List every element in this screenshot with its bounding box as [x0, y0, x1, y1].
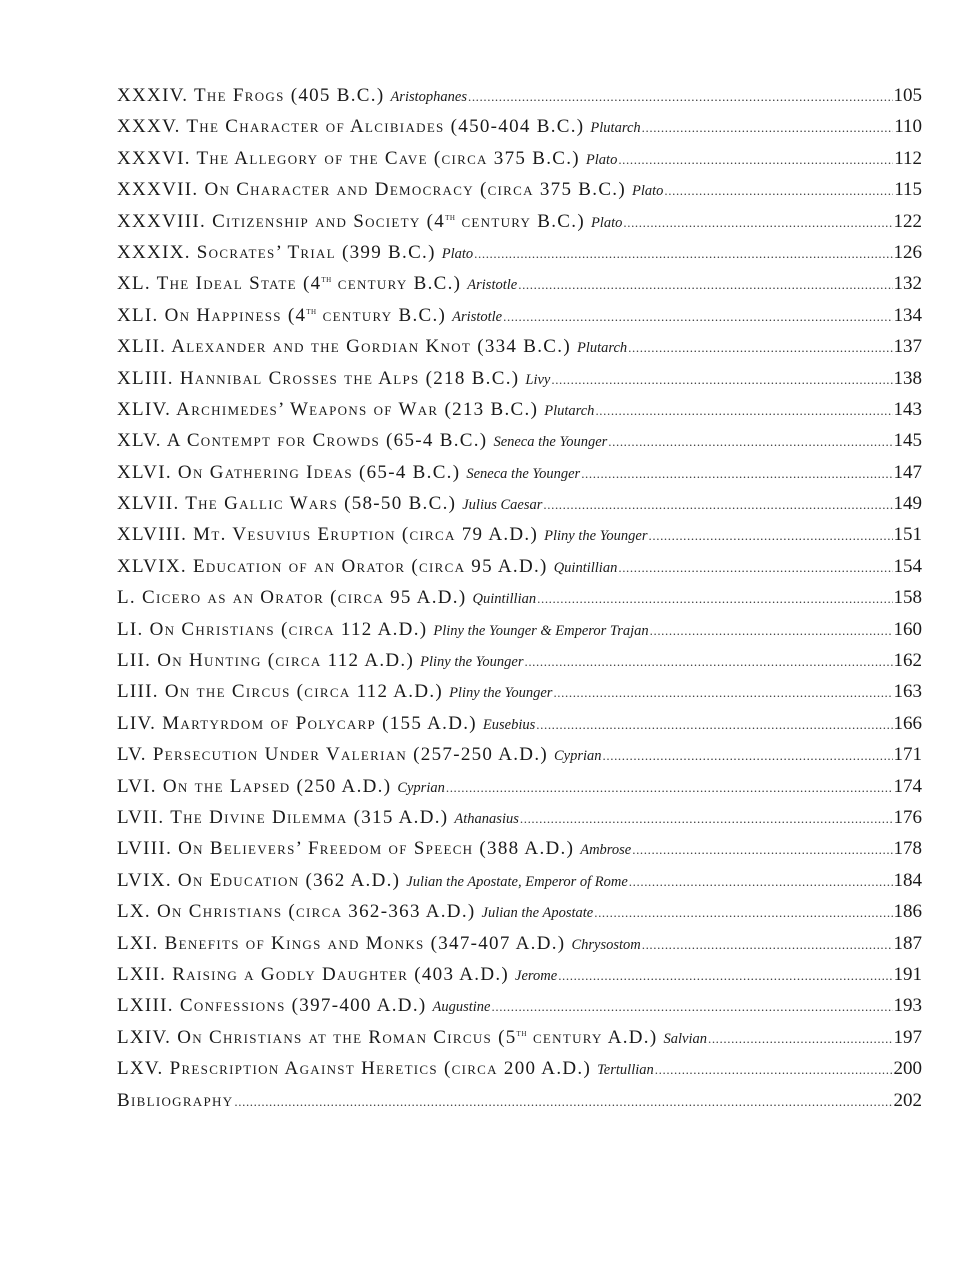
toc-entry-title: LVIII. On Believers’ Freedom of Speech (388 A.D.)	[117, 838, 575, 860]
toc-entry[interactable]	[117, 179, 922, 210]
toc-entry-author: Julius Caesar	[462, 497, 543, 514]
toc-entry-title: LIII. On the Circus (circa 112 A.D.)	[117, 681, 444, 703]
toc-entry-title: XXXVII. On Character and Democracy (circa 375 B.C.)	[117, 179, 626, 201]
toc-entry-page-number: 126	[893, 241, 922, 263]
toc-entry-author: Pliny the Younger	[449, 685, 553, 702]
toc-entry[interactable]	[117, 399, 922, 430]
toc-entry-title: LI. On Christians (circa 112 A.D.)	[117, 618, 428, 640]
toc-entry-author: Pliny the Younger	[544, 528, 648, 545]
toc-entry-title: LXIII. Confessions (397-400 A.D.)	[117, 995, 427, 1017]
toc-entry-author: Plutarch	[590, 120, 641, 137]
toc-entry-author: Seneca the Younger	[466, 465, 581, 482]
toc-entry-page-number: 112	[894, 147, 922, 169]
dot-leader	[664, 183, 893, 199]
toc-entry[interactable]	[117, 493, 922, 524]
dot-leader	[655, 1062, 893, 1078]
toc-entry[interactable]	[117, 116, 922, 147]
toc-entry-page-number: 138	[893, 367, 922, 389]
toc-entry[interactable]	[117, 336, 922, 367]
toc-entry[interactable]	[117, 1090, 922, 1121]
toc-entry-author: Plutarch	[544, 402, 595, 419]
toc-entry-title-part: LXIV. On Christians at the Roman Circus (5	[117, 1026, 517, 1048]
dot-leader	[632, 842, 892, 858]
toc-entry-title: LV. Persecution Under Valerian (257-250 A.D.)	[117, 744, 548, 766]
toc-entry-title	[117, 211, 585, 233]
toc-entry-title: LIV. Martyrdom of Polycarp (155 A.D.)	[117, 712, 477, 734]
dot-leader	[474, 246, 892, 262]
toc-entry-page-number: 105	[893, 85, 922, 106]
toc-entry-page-number: 186	[893, 901, 922, 923]
toc-entry-author: Salvian	[663, 1030, 707, 1047]
toc-entry-page-number: 171	[893, 744, 922, 766]
toc-entry[interactable]	[117, 524, 922, 555]
toc-entry[interactable]	[117, 211, 922, 242]
toc-entry[interactable]	[117, 368, 922, 399]
toc-entry[interactable]	[117, 1058, 922, 1089]
dot-leader	[558, 968, 892, 984]
toc-entry-author: Aristophanes	[390, 89, 467, 105]
dot-leader	[543, 497, 892, 513]
toc-entry-page-number: 200	[893, 1058, 922, 1080]
toc-entry[interactable]	[117, 619, 922, 650]
toc-entry-page-number: 193	[893, 995, 922, 1017]
toc-entry-page-number: 166	[893, 712, 922, 734]
toc-entry-author: Aristotle	[452, 308, 503, 325]
toc-entry[interactable]	[117, 870, 922, 901]
toc-entry-title: Bibliography	[117, 1089, 234, 1111]
toc-entry-author: Tertullian	[597, 1062, 654, 1079]
toc-entry-title: XLIII. Hannibal Crosses the Alps (218 B.C.)	[117, 367, 520, 389]
toc-entry[interactable]	[117, 556, 922, 587]
toc-entry-title	[117, 273, 461, 295]
toc-entry-title: XLVII. The Gallic Wars (58-50 B.C.)	[117, 493, 457, 515]
toc-entry-page-number: 174	[893, 775, 922, 797]
dot-leader	[603, 748, 893, 764]
toc-entry-title: LXV. Prescription Against Heretics (circa 200 A.D.)	[117, 1058, 592, 1080]
toc-entry-author: Seneca the Younger	[493, 434, 608, 451]
toc-entry-page-number: 134	[893, 304, 922, 326]
toc-entry-page-number: 202	[893, 1089, 922, 1111]
toc-entry-title-part: XL. The Ideal State (4	[117, 273, 322, 295]
dot-leader	[650, 623, 893, 639]
dot-leader	[524, 654, 892, 670]
toc-entry[interactable]	[117, 430, 922, 461]
ordinal-suffix: th	[516, 1027, 527, 1039]
ordinal-suffix: th	[321, 274, 332, 286]
toc-entry[interactable]	[117, 995, 922, 1026]
dot-leader	[608, 434, 892, 450]
dot-leader	[595, 403, 892, 419]
ordinal-suffix: th	[306, 305, 317, 317]
toc-entry[interactable]	[117, 587, 922, 618]
toc-entry-page-number: 110	[894, 116, 922, 138]
toc-entry-title: LX. On Christians (circa 362-363 A.D.)	[117, 901, 476, 923]
toc-entry-page-number: 137	[893, 336, 922, 358]
toc-entry-author: Plato	[590, 214, 623, 231]
toc-entry-title-part: century B.C.)	[316, 304, 447, 326]
dot-leader	[618, 152, 893, 168]
toc-entry-title: XLVI. On Gathering Ideas (65-4 B.C.)	[117, 461, 461, 483]
toc-entry-title-part: century A.D.)	[526, 1026, 658, 1048]
dot-leader	[642, 937, 893, 953]
toc-entry-author: Ambrose	[580, 842, 632, 859]
toc-entry-title: LXII. Raising a Godly Daughter (403 A.D.)	[117, 963, 510, 985]
toc-entry-title: XLVIII. Mt. Vesuvius Eruption (circa 79 A.D.)	[117, 524, 539, 546]
toc-entry-page-number: 115	[894, 179, 922, 201]
toc-entry-title: XXXIV. The Frogs (405 B.C.)	[117, 85, 385, 106]
toc-entry-author: Plato	[631, 183, 664, 200]
toc-entry[interactable]	[117, 462, 922, 493]
toc-entry-title: L. Cicero as an Orator (circa 95 A.D.)	[117, 587, 467, 609]
toc-entry[interactable]	[117, 713, 922, 744]
toc-entry-author: Pliny the Younger & Emperor Trajan	[433, 622, 649, 639]
toc-entry-title: XLVIX. Education of an Orator (circa 95 A.D.)	[117, 555, 548, 577]
dot-leader	[492, 999, 893, 1015]
dot-leader	[708, 1031, 893, 1047]
dot-leader	[649, 528, 893, 544]
toc-entry-title-part: century B.C.)	[455, 210, 585, 232]
toc-entry[interactable]	[117, 776, 922, 807]
toc-entry-author: Cyprian	[397, 779, 445, 796]
toc-entry-author: Quintillian	[553, 559, 618, 576]
dot-leader	[503, 309, 892, 325]
dot-leader	[446, 780, 893, 796]
toc-entry-page-number: 147	[893, 461, 922, 483]
toc-entry-title: XXXIX. Socrates’ Trial (399 B.C.)	[117, 241, 436, 263]
dot-leader	[234, 1094, 892, 1110]
toc-entry[interactable]	[117, 305, 922, 336]
toc-entry-title	[117, 1027, 657, 1049]
toc-entry-author: Quintillian	[472, 591, 537, 608]
toc-entry-author: Aristotle	[467, 277, 518, 294]
toc-entry-page-number: 143	[893, 398, 922, 420]
dot-leader	[623, 215, 892, 231]
toc-entry[interactable]	[117, 650, 922, 681]
dot-leader	[537, 591, 892, 607]
toc-entry-page-number: 176	[893, 806, 922, 828]
toc-entry-page-number: 158	[893, 587, 922, 609]
toc-entry-author: Plato	[585, 151, 618, 168]
toc-entry[interactable]	[117, 242, 922, 273]
dot-leader	[518, 277, 892, 293]
toc-entry-page-number: 160	[893, 618, 922, 640]
dot-leader	[629, 874, 893, 890]
ordinal-suffix: th	[445, 211, 456, 223]
toc-entry-page-number: 154	[893, 555, 922, 577]
toc-entry[interactable]	[117, 744, 922, 775]
toc-entry-title: XLV. A Contempt for Crowds (65-4 B.C.)	[117, 430, 488, 452]
toc-entry-author: Plutarch	[576, 340, 628, 357]
toc-entry-page-number: 187	[893, 932, 922, 954]
dot-leader	[628, 340, 892, 356]
toc-entry-title: LVIX. On Education (362 A.D.)	[117, 869, 401, 891]
toc-entry-title: XLIV. Archimedes’ Weapons of War (213 B.C.)	[117, 398, 539, 420]
toc-entry-page-number: 122	[893, 210, 922, 232]
dot-leader	[553, 685, 892, 701]
toc-entry[interactable]	[117, 85, 922, 116]
dot-leader	[536, 717, 892, 733]
toc-entry-title: LXI. Benefits of Kings and Monks (347-407 A.D.)	[117, 932, 566, 954]
toc-entry-title: LVII. The Divine Dilemma (315 A.D.)	[117, 806, 449, 828]
toc-entry-page-number: 132	[893, 273, 922, 295]
toc-entry[interactable]	[117, 148, 922, 179]
toc-entry-author: Pliny the Younger	[420, 654, 524, 671]
toc-entry-page-number: 197	[893, 1026, 922, 1048]
table-of-contents	[117, 85, 922, 1121]
toc-entry-author: Athanasius	[454, 810, 519, 827]
toc-entry[interactable]	[117, 681, 922, 712]
toc-entry-author: Jerome	[515, 967, 558, 984]
toc-entry-title: LII. On Hunting (circa 112 A.D.)	[117, 650, 415, 672]
toc-entry-page-number: 191	[893, 963, 922, 985]
dot-leader	[468, 89, 893, 105]
dot-leader	[551, 372, 892, 388]
toc-entry-page-number: 162	[893, 650, 922, 672]
toc-entry-author: Julian the Apostate, Emperor of Rome	[406, 873, 628, 890]
toc-entry-title: XLII. Alexander and the Gordian Knot (334 B.C.)	[117, 336, 571, 358]
toc-entry-page-number: 145	[893, 430, 922, 452]
toc-entry-title: XXXVI. The Allegory of the Cave (circa 375 B.C.)	[117, 147, 580, 169]
toc-entry-page-number: 149	[893, 493, 922, 515]
dot-leader	[594, 905, 892, 921]
toc-entry-author: Eusebius	[482, 716, 536, 733]
dot-leader	[581, 466, 892, 482]
toc-entry-title-part: XLI. On Happiness (4	[117, 304, 307, 326]
dot-leader	[520, 811, 893, 827]
toc-entry-author: Cyprian	[554, 748, 602, 765]
dot-leader	[618, 560, 892, 576]
toc-entry-author: Augustine	[432, 999, 491, 1016]
toc-entry-page-number: 184	[893, 869, 922, 891]
toc-entry[interactable]	[117, 933, 922, 964]
toc-entry-title: XXXV. The Character of Alcibiades (450-404 B.C.)	[117, 116, 585, 138]
toc-entry-page-number: 178	[893, 838, 922, 860]
dot-leader	[642, 120, 894, 136]
toc-entry-title-part: century B.C.)	[331, 273, 462, 295]
toc-entry[interactable]	[117, 901, 922, 932]
toc-entry[interactable]	[117, 838, 922, 869]
toc-entry-title: LVI. On the Lapsed (250 A.D.)	[117, 775, 392, 797]
toc-entry-page-number: 151	[893, 524, 922, 546]
toc-entry-author: Chrysostom	[571, 936, 641, 953]
toc-entry-author: Livy	[525, 371, 551, 388]
toc-entry-title	[117, 305, 446, 327]
toc-entry-author: Julian the Apostate	[481, 905, 594, 922]
toc-entry[interactable]	[117, 1027, 922, 1058]
toc-entry-page-number: 163	[893, 681, 922, 703]
toc-entry-author: Plato	[441, 245, 474, 262]
toc-entry[interactable]	[117, 807, 922, 838]
toc-entry[interactable]	[117, 273, 922, 304]
toc-entry-title-part: XXXVIII. Citizenship and Society (4	[117, 210, 446, 232]
toc-entry[interactable]	[117, 964, 922, 995]
